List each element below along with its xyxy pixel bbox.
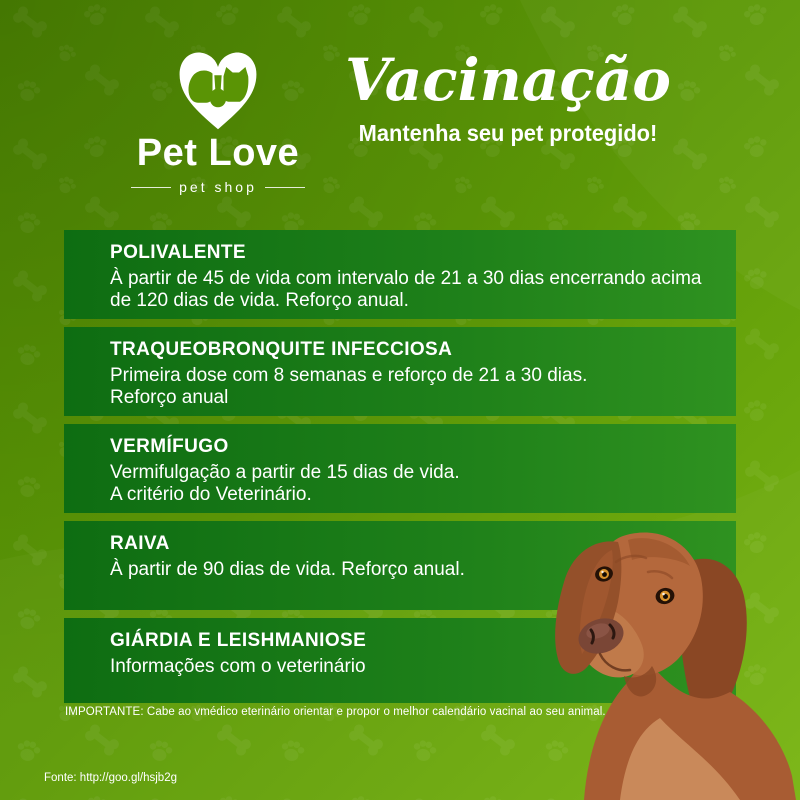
vaccine-card (64, 327, 736, 416)
tagline-rule-left (131, 187, 171, 188)
heart-dog-cat-icon (172, 46, 264, 132)
brand-tagline (118, 179, 318, 195)
card-title: RAIVA (110, 533, 170, 554)
title-block (336, 46, 680, 147)
card-line: de 120 dias de vida. Reforço anual. (110, 289, 409, 311)
important-note: IMPORTANTE: Cabe ao vmédico eterinário orientar e propor o melhor calendário vacinal ao seu animal. (65, 706, 606, 718)
card-body (110, 365, 718, 409)
card-line: Primeira dose com 8 semanas e reforço de 21 a 30 dias. (110, 364, 588, 386)
page-title: Vacinação (345, 46, 671, 114)
vaccine-card (64, 424, 736, 513)
card-line: Reforço anual (110, 386, 229, 408)
brand-name: Pet Love (136, 132, 300, 174)
card-body (110, 462, 718, 506)
card-line: À partir de 45 de vida com intervalo de 21 a 30 dias encerrando acima (110, 267, 702, 289)
card-title: VERMÍFUGO (110, 436, 229, 457)
tagline-text: pet shop (179, 179, 257, 195)
page-subtitle: Mantenha seu pet protegido! (358, 119, 658, 146)
card-title: POLIVALENTE (110, 242, 246, 263)
card-line: A critério do Veterinário. (110, 483, 312, 505)
tagline-rule-right (265, 187, 305, 188)
card-line: Vermifulgação a partir de 15 dias de vida. (110, 461, 460, 483)
card-line: Informações com o veterinário (110, 655, 366, 677)
card-title: TRAQUEOBRONQUITE INFECCIOSA (110, 339, 453, 360)
petlove-logo (118, 46, 318, 195)
card-title: GIÁRDIA E LEISHMANIOSE (110, 630, 367, 651)
card-body (110, 268, 718, 312)
card-line: À partir de 90 dias de vida. Reforço anual. (110, 558, 465, 580)
vaccine-card (64, 230, 736, 319)
source-link-text: Fonte: http://goo.gl/hsjb2g (44, 772, 177, 784)
dog-photo (528, 510, 800, 800)
